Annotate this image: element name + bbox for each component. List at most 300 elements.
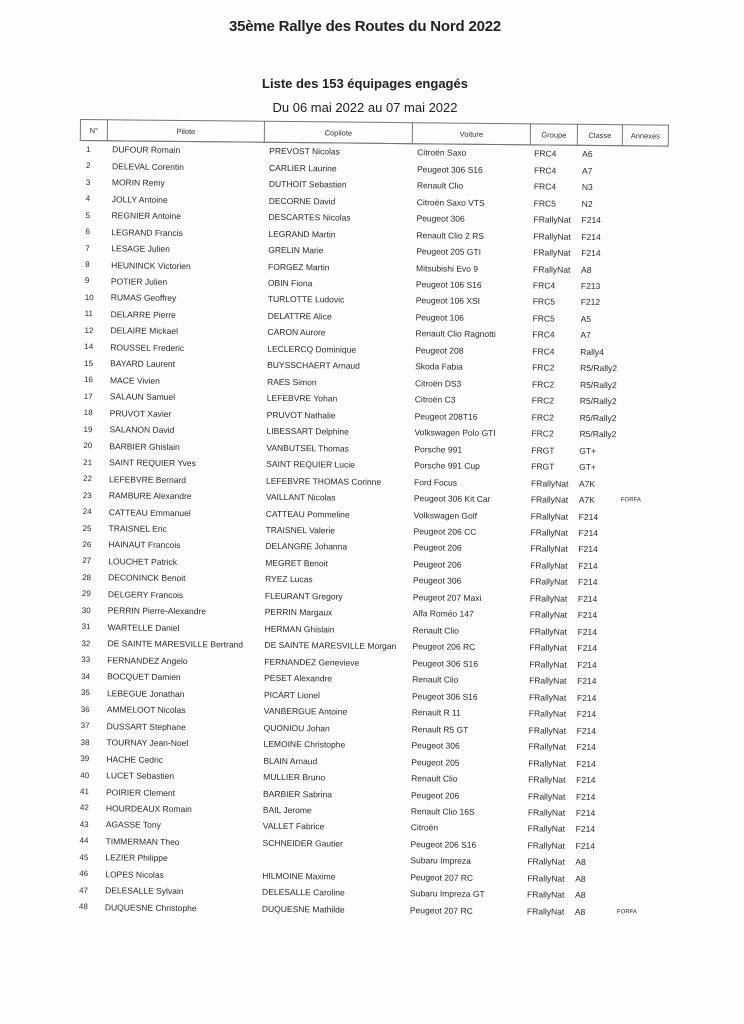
entry-groupe: FRallyNat [527, 807, 566, 818]
entry-number: 1 [86, 144, 91, 154]
entry-annexes [622, 196, 668, 213]
entry-copilote: LIBESSART Delphine [266, 426, 349, 437]
entry-number: 28 [82, 572, 92, 583]
entry-annexes [619, 509, 665, 526]
entry-voiture: Mitsubishi Evo 9 [416, 262, 479, 274]
entry-copilote: CATTEAU Pommeline [265, 508, 350, 520]
entry-number: 6 [85, 227, 90, 237]
entry-pilote: SALAUN Samuel [109, 391, 176, 403]
entry-classe: N2 [581, 198, 593, 209]
entry-groupe: FRC4 [534, 148, 557, 159]
entry-groupe: FRallyNat [529, 642, 567, 653]
entry-copilote: PREVOST Nicolas [269, 146, 340, 157]
entry-annexes [617, 673, 663, 690]
entry-voiture: Peugeot 206 CC [413, 526, 477, 537]
entry-number: 46 [79, 869, 89, 879]
entry-copilote: LEGRAND Martin [268, 228, 336, 240]
entry-pilote: JOLLY Antoine [111, 193, 168, 205]
entry-annexes [618, 607, 664, 624]
entry-voiture: Citroën [410, 822, 439, 833]
entry-groupe: FRallyNat [527, 840, 565, 851]
entry-voiture: Subaru Impreza GT [410, 888, 485, 900]
entry-voiture: Peugeot 306 [413, 575, 462, 587]
entry-annexes [617, 640, 663, 657]
entry-classe: F214 [577, 659, 597, 670]
entry-groupe: FRallyNat [527, 856, 565, 868]
entry-annexes [617, 723, 663, 740]
entry-classe: A8 [574, 906, 586, 917]
entry-annexes [616, 739, 662, 756]
entry-classe: F214 [581, 214, 601, 226]
entry-copilote: DUTHOIT Sebastien [268, 178, 347, 190]
entry-classe: F214 [576, 725, 597, 736]
entry-annexes [618, 574, 664, 591]
entry-copilote: VANBUTSEL Thomas [266, 442, 349, 454]
entry-number: 21 [83, 457, 93, 467]
entry-annexes [616, 788, 662, 805]
entry-groupe: FRC4 [532, 280, 556, 291]
entry-voiture: Renault Clio [411, 773, 458, 784]
entry-copilote: LEMOINE Christophe [263, 738, 346, 750]
entry-pilote: DELARRE Pierre [110, 309, 176, 320]
entry-copilote: DELATTRE Alice [267, 310, 332, 322]
entry-copilote: LECLERCQ Dominique [267, 343, 357, 355]
entry-annexes: FORFA [616, 908, 637, 916]
entry-number: 4 [85, 194, 91, 204]
entry-groupe: FRallyNat [530, 576, 568, 588]
entry-copilote: RYEZ Lucas [265, 574, 313, 585]
entry-pilote: DUSSART Stephane [106, 720, 186, 732]
entry-groupe: FRallyNat [527, 790, 566, 802]
entry-annexes [616, 821, 662, 838]
entry-classe: F214 [577, 643, 597, 654]
entry-number: 24 [82, 507, 92, 517]
entry-copilote: BUYSSCHAERT Arnaud [267, 360, 360, 372]
entry-groupe: FRC2 [531, 412, 554, 423]
entry-voiture: Volkswagen Golf [413, 509, 478, 521]
entry-annexes [621, 245, 667, 262]
entry-classe: F214 [576, 692, 597, 703]
entry-number: 5 [85, 210, 91, 220]
entry-pilote: BARBIER Ghislain [109, 440, 180, 452]
entry-classe: F212 [580, 297, 601, 308]
entry-groupe: FRallyNat [529, 609, 568, 621]
entry-classe: A7K [578, 494, 595, 506]
entry-pilote: CATTEAU Emmanuel [108, 506, 191, 518]
entry-voiture: Citroën C3 [414, 394, 456, 405]
entry-number: 38 [80, 737, 90, 747]
entry-number: 35 [80, 688, 90, 698]
entry-number: 43 [79, 819, 89, 830]
entry-classe: R5/Rally2 [579, 429, 617, 440]
entry-voiture: Porsche 991 [414, 443, 463, 455]
entry-groupe: FRC5 [532, 313, 555, 324]
entry-number: 44 [79, 836, 89, 846]
column-header-annexes: Annexes [622, 125, 668, 146]
entry-voiture: Peugeot 206 [413, 542, 462, 554]
entry-pilote: REGNIER Antoine [111, 210, 182, 222]
entry-pilote: POIRIER Clement [105, 786, 176, 798]
entry-groupe: FRallyNat [529, 659, 567, 670]
entry-copilote: PERRIN Margaux [264, 607, 333, 618]
entry-annexes [616, 756, 662, 773]
entry-annexes [619, 443, 665, 460]
entry-classe: Rally4 [580, 346, 604, 357]
entry-classe: F214 [577, 676, 597, 687]
entry-groupe: FRallyNat [529, 626, 567, 637]
entry-number: 36 [80, 704, 90, 714]
entry-voiture: Peugeot 306 S16 [416, 163, 483, 175]
entry-copilote: BAIL Jerome [262, 804, 312, 816]
entry-number: 41 [80, 787, 89, 797]
entry-pilote: POTIER Julien [110, 276, 168, 287]
entry-copilote: DELESALLE Caroline [262, 887, 345, 898]
entry-classe: R5/Rally2 [579, 412, 617, 423]
entry-copilote: VANBERGUE Antoine [263, 705, 348, 717]
entry-annexes: FORFA [620, 497, 641, 504]
entry-pilote: LESAGE Julien [111, 243, 170, 254]
entry-pilote: AMMELOOT Nicolas [106, 704, 186, 716]
entry-voiture: Peugeot 207 RC [409, 905, 473, 916]
entry-pilote: RUMAS Geoffrey [110, 292, 177, 304]
entry-voiture: Peugeot 206 [413, 559, 462, 570]
entry-annexes [619, 476, 665, 493]
entry-voiture: Peugeot 206 RC [412, 641, 476, 653]
entry-copilote: PICART Lionel [263, 689, 320, 701]
entry-annexes [621, 261, 667, 278]
entry-groupe: FRC4 [532, 329, 555, 340]
entry-pilote: DECONINCK Benoit [108, 572, 186, 584]
entry-pilote: DUFOUR Romain [112, 144, 181, 156]
entry-classe: R5/Rally2 [579, 396, 617, 407]
entry-pilote: LEFEBVRE Bernard [108, 473, 187, 485]
entry-number: 45 [79, 852, 89, 863]
entry-copilote: LEFEBVRE Yohan [266, 393, 338, 404]
entry-pilote: MACE Vivien [109, 375, 160, 386]
entry-classe: F214 [577, 593, 598, 604]
entry-number: 20 [83, 441, 93, 451]
entry-voiture: Peugeot 208T16 [414, 410, 478, 422]
entry-number: 15 [84, 358, 94, 368]
entry-pilote: DE SAINTE MARESVILLE Bertrand [107, 638, 244, 650]
entry-copilote: CARLIER Laurine [268, 162, 337, 174]
entry-classe: A5 [580, 313, 592, 324]
entry-copilote: VAILLANT Nicolas [265, 491, 336, 503]
entry-groupe: FRallyNat [530, 543, 568, 555]
entry-annexes [620, 410, 666, 427]
entry-annexes [618, 525, 664, 542]
entry-classe: R5/Rally2 [579, 379, 617, 390]
entry-copilote: OBIN Fiona [267, 277, 313, 289]
entries-table-body [73, 141, 668, 921]
entry-copilote: DE SAINTE MARESVILLE Morgan [264, 640, 397, 652]
entry-copilote: QUONIOU Johan [263, 722, 330, 734]
entry-voiture: Peugeot 206 S16 [410, 839, 477, 850]
entry-voiture: Porsche 991 Cup [414, 460, 480, 471]
entry-copilote: HILMOINE Maxime [262, 870, 336, 882]
entry-pilote: HACHE Cedric [106, 753, 164, 765]
entry-annexes [618, 624, 664, 641]
entry-annexes [617, 657, 663, 674]
entry-voiture: Renault Clio [412, 625, 459, 636]
entry-groupe: FRallyNat [533, 247, 571, 258]
entry-classe: F214 [575, 840, 595, 851]
entry-number: 22 [83, 474, 92, 484]
entry-groupe: FRallyNat [528, 692, 567, 703]
entry-groupe: FRallyNat [527, 889, 565, 901]
column-header-voiture: Voiture [412, 123, 530, 145]
entry-groupe: FRallyNat [530, 527, 568, 538]
entry-voiture: Peugeot 207 Maxi [412, 592, 482, 603]
entry-voiture: Renault R5 GT [411, 723, 469, 735]
entry-voiture: Renault Clio [416, 180, 464, 191]
entry-pilote: MORIN Remy [111, 177, 165, 188]
entry-classe: A8 [575, 890, 586, 901]
entry-groupe: FRallyNat [529, 675, 567, 686]
entry-voiture: Peugeot 106 [415, 312, 464, 323]
entry-groupe: FRallyNat [530, 510, 569, 522]
entry-groupe: FRallyNat [528, 708, 567, 719]
entry-classe: R5/Rally2 [580, 363, 618, 374]
entry-groupe: FRC2 [531, 395, 555, 406]
entry-classe: A7 [580, 330, 591, 341]
entry-annexes [616, 772, 662, 789]
entry-pilote: TRAISNEL Eric [108, 523, 167, 534]
entry-groupe: FRC5 [532, 296, 556, 308]
entry-number: 8 [85, 260, 90, 270]
entry-groupe: FRallyNat [533, 230, 571, 242]
entry-pilote: LEZIER Philippe [105, 852, 168, 864]
entry-pilote: AGASSE Tony [105, 819, 161, 831]
entry-pilote: DELAIRE Mickael [110, 325, 179, 337]
entry-pilote: BAYARD Laurent [110, 358, 176, 370]
entry-groupe: FRallyNat [528, 774, 566, 785]
entry-pilote: TIMMERMAN Theo [105, 836, 180, 847]
entry-pilote: SALANON David [109, 424, 175, 436]
entry-annexes [615, 854, 661, 871]
entry-copilote: DELANGRE Johanna [265, 541, 348, 553]
entry-voiture: Peugeot 206 [410, 789, 460, 801]
page-title: 35ème Rallye des Routes du Nord 2022 [228, 18, 502, 35]
entry-copilote: FORGEZ Martin [268, 261, 330, 272]
entry-copilote: DESCARTES Nicolas [268, 211, 351, 223]
entry-number: 26 [82, 540, 92, 550]
entry-copilote: CARON Aurore [267, 327, 326, 338]
entry-copilote: PRUVOT Nathalie [266, 409, 336, 421]
entry-voiture: Peugeot 205 [411, 756, 460, 768]
entry-annexes [620, 360, 666, 377]
column-header-copilote: Copilote [264, 121, 412, 143]
entry-copilote: TURLOTTE Ludovic [267, 294, 345, 305]
entry-pilote: TOURNAY Jean-Noel [106, 737, 189, 749]
entry-pilote: LOUCHET Patrick [108, 556, 178, 567]
entry-annexes [620, 327, 666, 344]
entry-groupe: FRallyNat [533, 263, 571, 275]
entry-classe: A8 [575, 857, 586, 868]
entry-annexes [617, 706, 663, 723]
entry-number: 25 [82, 523, 92, 533]
entry-copilote: FLEURANT Gregory [264, 590, 343, 602]
entry-number: 30 [81, 605, 91, 615]
entry-copilote: MEGRET Benoit [265, 557, 328, 569]
entry-classe: GT+ [579, 461, 597, 473]
entry-groupe: FRallyNat [528, 724, 567, 736]
entry-copilote: HERMAN Ghislain [264, 623, 335, 635]
entry-voiture: Peugeot 207 RC [410, 872, 474, 883]
entry-pilote: DELGERY Francois [107, 589, 184, 600]
entry-classe: F214 [576, 708, 597, 720]
entry-annexes [616, 805, 662, 822]
entry-classe: A7K [578, 478, 596, 489]
entry-pilote: DUQUESNE Christophe [104, 902, 197, 913]
entry-pilote: ROUSSEL Frederic [110, 342, 185, 353]
entry-copilote: PESET Alexandre [264, 673, 333, 684]
entry-voiture: Peugeot 306 S16 [412, 657, 479, 669]
entry-copilote: DUQUESNE Mathilde [261, 903, 345, 915]
entry-pilote: LUCET Sebastien [106, 770, 175, 781]
entry-number: 33 [81, 655, 91, 665]
entry-pilote: HOURDEAUX Romain [105, 803, 192, 815]
entry-classe: A8 [581, 264, 592, 275]
entry-number: 11 [84, 309, 93, 319]
entry-pilote: HEUNINCK Victorien [111, 259, 191, 271]
entry-classe: F214 [576, 758, 596, 769]
entry-classe: F214 [577, 626, 598, 637]
entry-number: 12 [84, 325, 94, 336]
entry-number: 10 [84, 293, 94, 303]
entry-copilote: LEFEBVRE THOMAS Corinne [265, 475, 382, 487]
entry-number: 17 [83, 391, 93, 401]
entry-number: 48 [78, 902, 88, 912]
entry-number: 2 [86, 161, 91, 171]
entry-voiture: Peugeot 106 S16 [415, 279, 482, 290]
entry-classe: F214 [576, 774, 596, 786]
entry-groupe: FRallyNat [530, 560, 568, 571]
column-header-groupe: Groupe [530, 124, 577, 145]
entry-copilote: BARBIER Sabrina [262, 788, 333, 799]
entry-number: 19 [83, 424, 93, 434]
entry-classe: F214 [578, 527, 598, 539]
entry-groupe: FRC4 [532, 346, 555, 357]
entry-number: 37 [80, 721, 90, 731]
entry-number: 18 [83, 408, 93, 418]
entry-classe: F214 [577, 610, 598, 621]
entry-number: 32 [81, 638, 91, 648]
entry-annexes [621, 212, 667, 229]
entry-number: 3 [85, 177, 91, 187]
entry-pilote: HAINAUT Francois [108, 539, 181, 551]
entry-copilote [257, 851, 405, 869]
entry-voiture: Peugeot 306 [416, 213, 465, 224]
entry-groupe: FRC2 [532, 362, 555, 373]
entry-groupe: FRallyNat [528, 757, 566, 769]
entry-voiture: Renault Clio Ragnotti [415, 328, 496, 340]
entry-copilote: VALLET Fabrice [262, 821, 325, 832]
entry-voiture: Peugeot 106 XSI [415, 295, 481, 307]
entry-copilote: FERNANDEZ Genevieve [264, 656, 360, 668]
entry-number: 23 [82, 490, 92, 500]
entry-voiture: Ford Focus [413, 476, 458, 488]
entry-voiture: Citroën DS3 [414, 378, 462, 389]
entry-groupe: FRC2 [531, 379, 555, 390]
entry-voiture: Renault Clio 2 RS [416, 229, 485, 241]
entry-copilote: TRAISNEL Valerie [265, 524, 336, 536]
entry-annexes [615, 887, 661, 904]
entry-annexes [621, 294, 667, 311]
entry-classe: F214 [578, 544, 598, 555]
entry-voiture: Peugeot 306 Kit Car [413, 493, 491, 505]
entry-pilote: BOCQUET Damien [107, 671, 181, 683]
entry-number: 14 [84, 342, 94, 352]
entry-annexes [619, 426, 665, 443]
entry-number: 34 [81, 671, 91, 681]
entry-classe: F214 [581, 231, 601, 242]
entry-copilote: MULLIER Bruno [263, 771, 326, 783]
entry-copilote: DECORNE David [268, 195, 336, 207]
entry-annexes [622, 163, 668, 180]
entry-annexes [622, 179, 668, 196]
entry-classe: A8 [575, 873, 586, 884]
entry-pilote: LOPES Nicolas [105, 869, 164, 880]
entry-annexes [618, 591, 664, 608]
entry-annexes [615, 871, 661, 888]
entry-voiture: Peugeot 306 S16 [411, 690, 478, 702]
entry-groupe: FRC2 [531, 428, 554, 439]
entry-classe: F214 [578, 511, 599, 522]
entry-pilote: LEBEGUE Jonathan [106, 687, 185, 699]
entry-pilote: PRUVOT Xavier [109, 408, 172, 419]
entry-annexes [620, 393, 666, 410]
entry-voiture: Peugeot 205 GTI [416, 246, 482, 257]
entry-annexes [618, 558, 664, 575]
entry-voiture: Peugeot 208 [415, 345, 464, 356]
entry-voiture: Renault Clio 16S [410, 806, 475, 817]
entry-annexes [621, 229, 667, 246]
entry-groupe: FRC4 [533, 165, 557, 176]
entry-number: 42 [79, 803, 89, 813]
entry-groupe: FRC4 [533, 181, 557, 192]
entry-number: 39 [80, 754, 90, 764]
entry-classe: A6 [582, 149, 593, 160]
entry-voiture: Renault Clio [412, 674, 459, 685]
entry-groupe: FRC5 [533, 198, 556, 209]
entry-groupe: FRGT [531, 461, 555, 472]
entry-voiture: Volkswagen Polo GTI [414, 427, 496, 439]
entry-pilote: RAMBURE Alexandre [108, 490, 192, 502]
entry-annexes [622, 146, 668, 163]
entry-classe: GT+ [579, 445, 597, 456]
entry-groupe: FRallyNat [526, 906, 565, 917]
entry-copilote: SCHNEIDER Gautier [262, 837, 343, 849]
entry-copilote: RAES Simon [266, 376, 317, 388]
entry-pilote: DELEVAL Corentin [112, 161, 184, 172]
entry-classe: F214 [578, 577, 598, 588]
entry-pilote: WARTELLE Daniel [107, 622, 180, 633]
entry-voiture: Subaru Impreza [410, 855, 471, 867]
entry-number: 40 [80, 770, 90, 780]
entry-annexes [620, 344, 666, 361]
entries-table [72, 119, 669, 921]
entry-annexes [615, 838, 661, 855]
column-header-pilote: Pilote [107, 120, 264, 143]
entry-classe: F214 [578, 560, 598, 571]
entry-classe: F214 [581, 247, 601, 259]
entry-annexes [620, 377, 666, 394]
entry-number: 27 [82, 556, 92, 566]
entry-classe: F214 [575, 791, 596, 802]
entry-annexes [618, 541, 664, 558]
entry-copilote: SAINT REQUIER Lucie [266, 458, 355, 470]
